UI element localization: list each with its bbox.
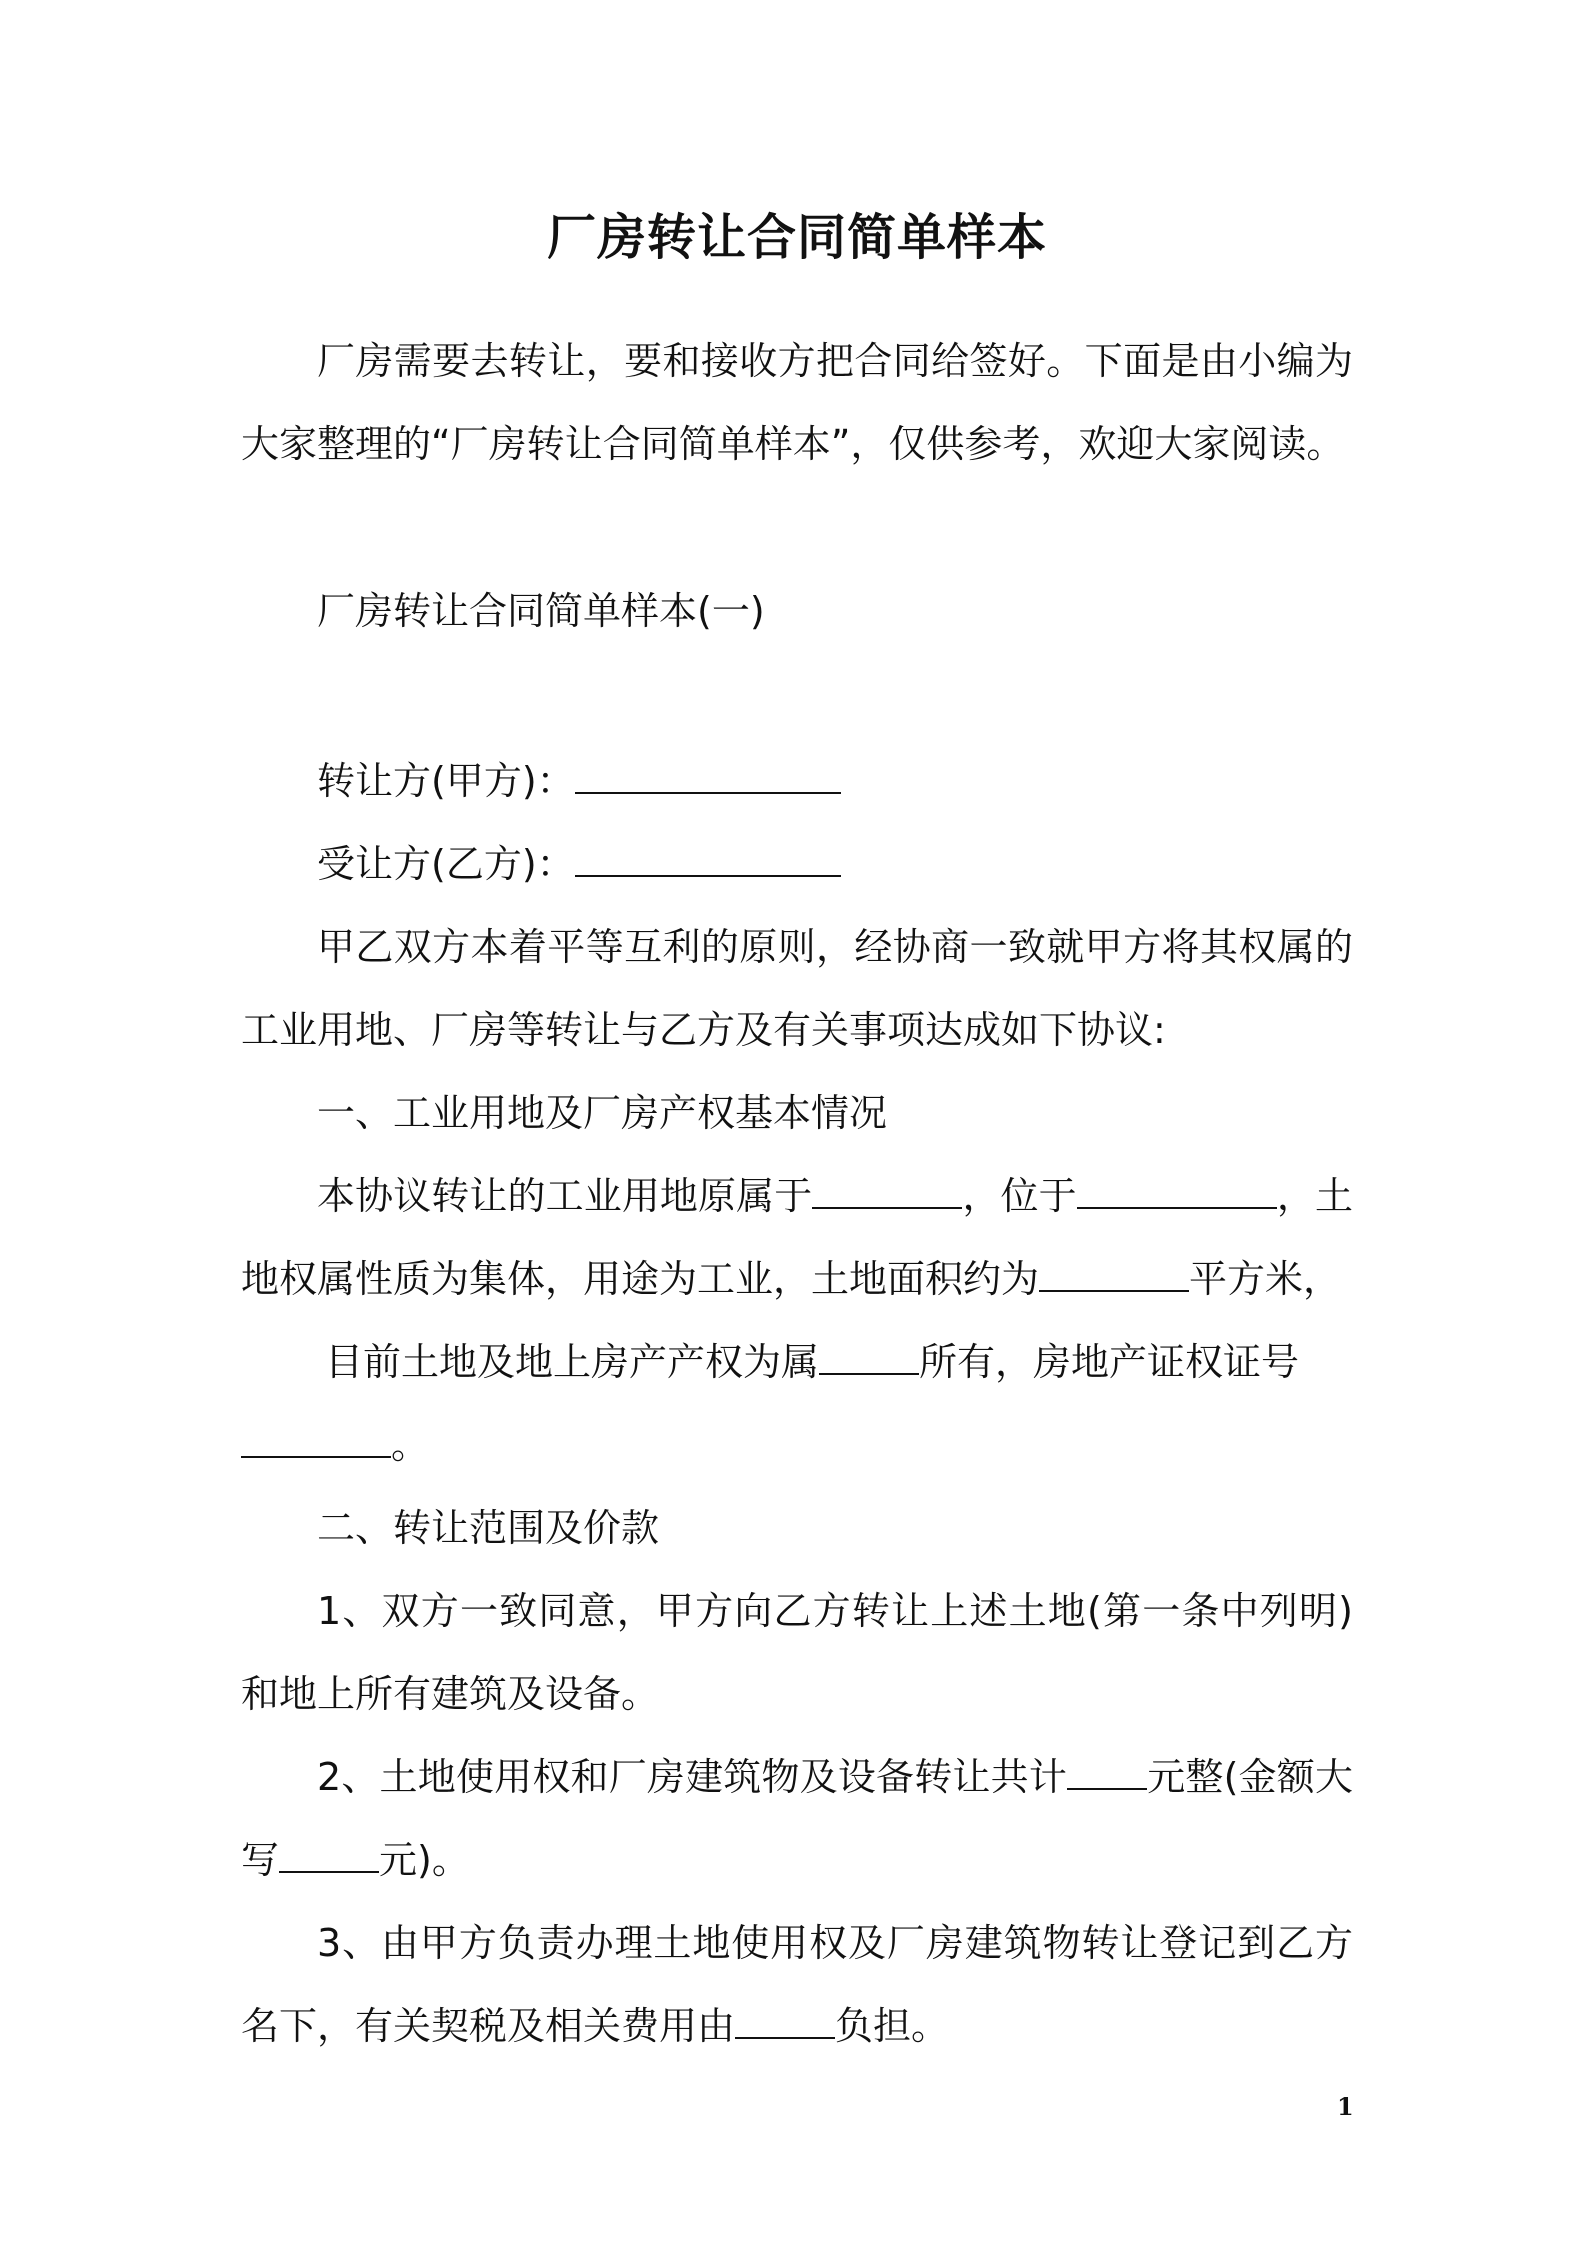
- party-a-line: [241, 740, 1353, 823]
- section2-heading: 二、转让范围及价款: [317, 1506, 660, 1550]
- section1-paragraph: [241, 1155, 1353, 1321]
- item3-text-1: 3、由甲方负责办理土地使用权及厂房建筑物转让登记到乙方名下，有关契税及相关费用由: [241, 1921, 1353, 2048]
- party-b-label: 受让方(乙方)：: [317, 842, 575, 886]
- document-title: 厂房转让合同简单样本: [546, 209, 1047, 266]
- s1b-text-3: 。: [391, 1423, 430, 1467]
- price-words-blank: [279, 1841, 379, 1873]
- s1-text-4: 平方米，: [1189, 1257, 1342, 1301]
- intro-paragraph: 厂房需要去转让，要和接收方把合同给签好。下面是由小编为大家整理的“厂房转让合同简单样本”，仅供参考，欢迎大家阅读。: [241, 339, 1353, 466]
- location-blank: [1077, 1177, 1277, 1209]
- fee-bearer-blank: [735, 2007, 835, 2039]
- sample-subtitle: 厂房转让合同简单样本(一): [317, 589, 765, 633]
- s1b-text-1: 目前土地及地上房产产权为属: [325, 1340, 820, 1384]
- party-b-line: [241, 823, 1353, 906]
- preamble-paragraph: 甲乙双方本着平等互利的原则，经协商一致就甲方将其权属的工业用地、厂房等转让与乙方及有关事项达成如下协议:: [241, 925, 1353, 1052]
- item3-text-2: 负担。: [835, 2004, 950, 2048]
- section1b-paragraph: [241, 1321, 1353, 1487]
- item2-text-1: 2、土地使用权和厂房建筑物及设备转让共计: [317, 1755, 1068, 1799]
- owner-blank: [819, 1343, 919, 1375]
- item3-paragraph: [241, 1902, 1353, 2068]
- s1-text-3: ，土地权属性质为集体，用途为工业，土地面积约为: [241, 1174, 1353, 1301]
- item2-text-2: 元整(金额大写: [241, 1755, 1353, 1882]
- section1-heading: 一、工业用地及厂房产权基本情况: [317, 1091, 888, 1135]
- s1b-text-2: 所有，房地产证权证号: [919, 1340, 1300, 1384]
- s1-text-2: ，位于: [962, 1174, 1077, 1218]
- land-area-blank: [1039, 1260, 1189, 1292]
- page-number: 1: [1337, 2092, 1354, 2121]
- item2-paragraph: [241, 1736, 1353, 1902]
- item1-paragraph: 1、双方一致同意，甲方向乙方转让上述土地(第一条中列明)和地上所有建筑及设备。: [241, 1589, 1353, 1716]
- price-blank: [1067, 1758, 1147, 1790]
- party-b-blank: [575, 845, 841, 877]
- s1-text-1: 本协议转让的工业用地原属于: [317, 1174, 813, 1218]
- original-owner-blank: [812, 1177, 962, 1209]
- item2-text-3: 元)。: [379, 1838, 470, 1882]
- party-a-blank: [575, 762, 841, 794]
- certificate-number-blank: [241, 1426, 391, 1458]
- party-a-label: 转让方(甲方)：: [317, 759, 575, 803]
